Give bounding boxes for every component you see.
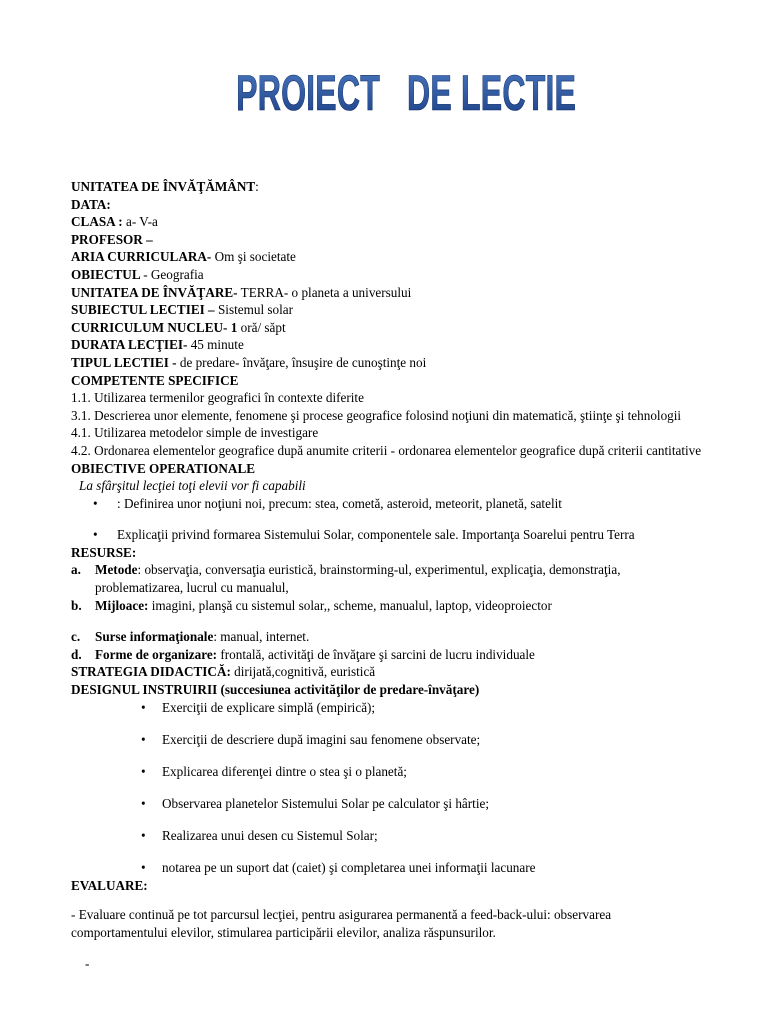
obiectiv-text: Explicaţii privind formarea Sistemului Solar, componentele sale. Importanţa Soarelui pentru Terra [117, 527, 635, 543]
field-value: Om şi societate [211, 249, 296, 265]
wordart-graphic [236, 58, 580, 124]
resursa-text: : manual, internet. [213, 629, 310, 645]
field-label: TIPUL LECTIEI - [71, 354, 177, 370]
header-field [71, 301, 711, 319]
field-value: a- V-a [122, 214, 158, 230]
bullet-dot: • [93, 527, 98, 543]
field-label: DATA: [71, 196, 111, 212]
field-value: de predare- învăţare, însuşire de cunoştinţe noi [176, 354, 427, 370]
header-field [71, 213, 711, 231]
designul-item [71, 795, 711, 827]
designul-text: notarea pe un suport dat (caiet) şi completarea unei informaţii lacunare [162, 859, 536, 875]
resursa-letter: d. [71, 646, 82, 662]
designul-text: Explicarea diferenţei dintre o stea şi o planetă; [162, 763, 407, 779]
competenta-item: 4.2. Ordonarea elementelor geografice după anumite criterii - ordonarea elementelor geografice după criterii cantitative [71, 442, 702, 458]
obiectiv-item [71, 495, 711, 513]
resursa-label: Forme de organizare: [95, 646, 218, 662]
designul-label: DESIGNUL INSTRUIRII [71, 682, 218, 698]
resursa-body [95, 646, 711, 664]
resursa-letter: b. [71, 597, 82, 613]
strategia-label: STRATEGIA DIDACTICĂ: [71, 664, 231, 680]
header-field [71, 248, 711, 266]
header-field [71, 178, 711, 196]
bullet-dot: • [141, 827, 146, 843]
resursa-label: Surse informaţionale [95, 629, 214, 645]
header-field [71, 354, 711, 372]
designul-text: Observarea planetelor Sistemului Solar pe calculator şi hârtie; [162, 795, 490, 811]
designul-item [71, 827, 711, 859]
field-value: : [255, 179, 259, 194]
header-field [71, 196, 711, 214]
obiective-intro: La sfârşitul lecţiei toţi elevii vor fi capabili [79, 478, 306, 494]
designul-list [71, 699, 711, 877]
bullet-dot: • [141, 859, 146, 875]
obiectiv-item [71, 526, 711, 544]
obiective-heading: OBIECTIVE OPERATIONALE [71, 460, 256, 476]
designul-text: Exerciţii de descriere după imagini sau fenomene observate; [162, 731, 481, 747]
field-value: - Geografia [143, 266, 204, 282]
field-label: CURRICULUM NUCLEU- 1 [71, 319, 238, 335]
resursa-body [95, 561, 711, 596]
competente-heading: COMPETENTE SPECIFICE [71, 372, 239, 388]
resurse-list [71, 561, 711, 663]
field-value: oră/ săpt [237, 319, 286, 335]
resursa-body [95, 628, 711, 646]
field-label: UNITATEA DE ÎNVĂŢĂMÂNT [71, 179, 256, 194]
competenta-item: 1.1. Utilizarea termenilor geografici în contexte diferite [71, 390, 364, 406]
field-label: ARIA CURRICULARA- [71, 249, 212, 265]
field-value: TERRA- o planeta a universului [237, 284, 412, 300]
resursa-text: : observaţia, conversaţia euristică, brainstorming-ul, experimentul, explicaţia, demonstraţia, problematizarea, lucrul cu manualul, [95, 562, 621, 596]
bullet-dot: • [141, 763, 146, 779]
resursa-item [71, 646, 711, 664]
bullet-dot: • [93, 495, 98, 511]
obiectiv-text: : Definirea unor noţiuni noi, precum: stea, cometă, asteroid, meteorit, planetă, satelit [117, 495, 562, 511]
resursa-letter: a. [71, 562, 81, 578]
resursa-body [95, 597, 711, 615]
resurse-heading: RESURSE: [71, 544, 137, 560]
document-title: PROIECT DE LECTIE [236, 65, 576, 121]
field-label: SUBIECTUL LECTIEI – [71, 302, 215, 318]
designul-sub: (succesiunea activităţilor de predare-învăţare) [217, 682, 480, 698]
bullet-dot: • [141, 795, 146, 811]
bullet-dot: • [141, 731, 146, 747]
strategia-value: dirijată,cognitivă, euristică [230, 664, 376, 680]
evaluare-text: - Evaluare continuă pe tot parcursul lecţiei, pentru asigurarea permanentă a feed-back-ului: observarea comportamentului elevilor, stimularea participării elevilor, analiza răspunsurilor. [71, 907, 612, 940]
resursa-letter: c. [71, 629, 81, 645]
resursa-label: Metode [95, 562, 138, 578]
field-label: DURATA LECŢIEI- [71, 337, 188, 353]
header-field [71, 284, 711, 302]
designul-item [71, 859, 711, 877]
field-value: Sistemul solar [214, 302, 294, 318]
header-fields [71, 178, 711, 372]
header-field [71, 266, 711, 284]
document-body [71, 178, 711, 973]
field-label: CLASA : [71, 214, 123, 230]
resursa-text: imagini, planşă cu sistemul solar,, scheme, manualul, laptop, videoproiector [148, 597, 552, 613]
resursa-item [71, 628, 711, 646]
bullet-dot: • [141, 699, 146, 715]
header-field [71, 319, 711, 337]
evaluare-heading: EVALUARE: [71, 877, 148, 893]
designul-text: Exerciţii de explicare simplă (empirică); [162, 699, 376, 715]
header-field [71, 231, 711, 249]
field-label: OBIECTUL [71, 266, 144, 282]
resursa-item [71, 561, 711, 596]
designul-text: Realizarea unui desen cu Sistemul Solar; [162, 827, 378, 843]
competenta-item: 3.1. Descrierea unor elemente, fenomene şi procese geografice folosind noţiuni din matematică, ştiinţe şi tehnologii [71, 407, 682, 423]
evaluare-trailing-dash: - [85, 956, 90, 972]
competente-list [71, 389, 711, 459]
resursa-text: frontală, activităţi de învăţare şi sarcini de lucru individuale [217, 646, 535, 662]
field-label: PROFESOR – [71, 231, 153, 247]
designul-line [71, 681, 711, 699]
resursa-label: Mijloace: [95, 597, 149, 613]
field-value: 45 minute [187, 337, 244, 353]
designul-item [71, 731, 711, 763]
field-label: UNITATEA DE ÎNVĂŢARE- [71, 284, 238, 300]
document-title-wordart [236, 58, 580, 124]
resursa-item [71, 597, 711, 615]
competenta-item: 4.1. Utilizarea metodelor simple de investigare [71, 425, 319, 441]
designul-item [71, 699, 711, 731]
header-field [71, 336, 711, 354]
strategia-line [71, 663, 711, 681]
designul-item [71, 763, 711, 795]
obiective-list [71, 495, 711, 544]
